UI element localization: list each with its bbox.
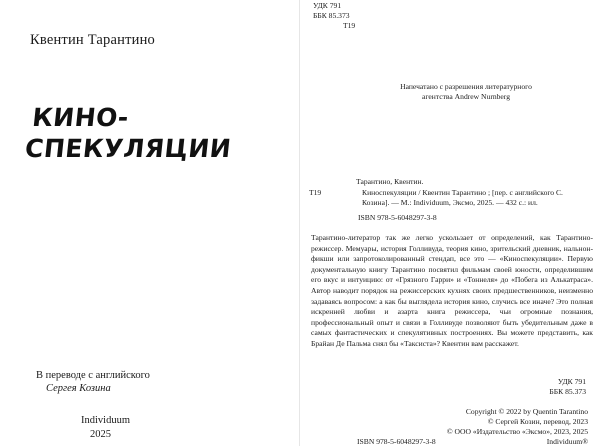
copyright-line: © Сергей Козин, перевод, 2023 [487,417,588,426]
publisher-name: Individuum [81,415,130,426]
right-page [300,0,600,446]
copyright-line: Individuum® [546,437,588,446]
book-title [23,102,233,164]
translator-name: Сергея Козина [46,383,111,394]
book-title-line-1: КИНО- [30,103,131,132]
copyright-line: © ООО «Издательство «Эксмо», 2023, 2025 [446,427,588,436]
biblio-description: Киноспекуляции / Квентин Тарантино ; [пер. с английского С. Козина]. — М.: Individuum, Эксмо, 2025. — 432 с.: ил. [362,188,563,207]
publication-year: 2025 [90,429,111,440]
author-name: Квентин Тарантино [30,32,155,48]
biblio-author: Тарантино, Квентин. [356,177,424,186]
book-annotation: Тарантино-литератор так же легко ускользает от определений, как Тарантино-режиссер. Мемуары, история Голливуда, теория кино, зрительский дневник, нальнон-фикши или запротоколированный стендап, все это — «Киноспекуляции». Первую документальную книгу Тарантино посвятил фильмам своей юности, определившим его вкус и интуицию: от «Грязного Гарри» и «Тоннеля» до «Побега из Алькатраса». Автор наводит порядок на режиссерских кухнях своих предшественников, неизменно задаваясь вопросом: а как бы выглядела история кино, случись все иначе? Это полная искренней любви и азарта книга режиссера, чьи огромные познания, профессиональный опыт и связи в Голливуде позволяют быть убедительным даже в самых фантастических и спекулятивных построениях. Вы можете представить, как Брайан Де Пальма снял бы «Таксиста»? Квентин вам расскажет. [311,233,593,348]
bbk-code-bottom: ББК 85.373 [549,387,586,396]
copyright-line: Copyright © 2022 by Quentin Tarantino [465,407,588,416]
book-title-line-2: СПЕКУЛЯЦИИ [23,134,233,163]
isbn-middle: ISBN 978-5-6048297-3-8 [358,213,437,222]
author-mark-top: Т19 [343,21,356,30]
bbk-code-top: ББК 85.373 [313,11,350,20]
biblio-author-mark: Т19 [309,188,322,197]
udk-code-bottom: УДК 791 [557,377,586,386]
isbn-bottom: ISBN 978-5-6048297-3-8 [357,437,436,446]
udk-code-top: УДК 791 [313,1,342,10]
left-page [0,0,300,446]
permission-notice: Напечатано с разрешения литературного агентства Andrew Nurnberg [400,82,532,101]
translation-note: В переводе с английского [36,370,150,381]
